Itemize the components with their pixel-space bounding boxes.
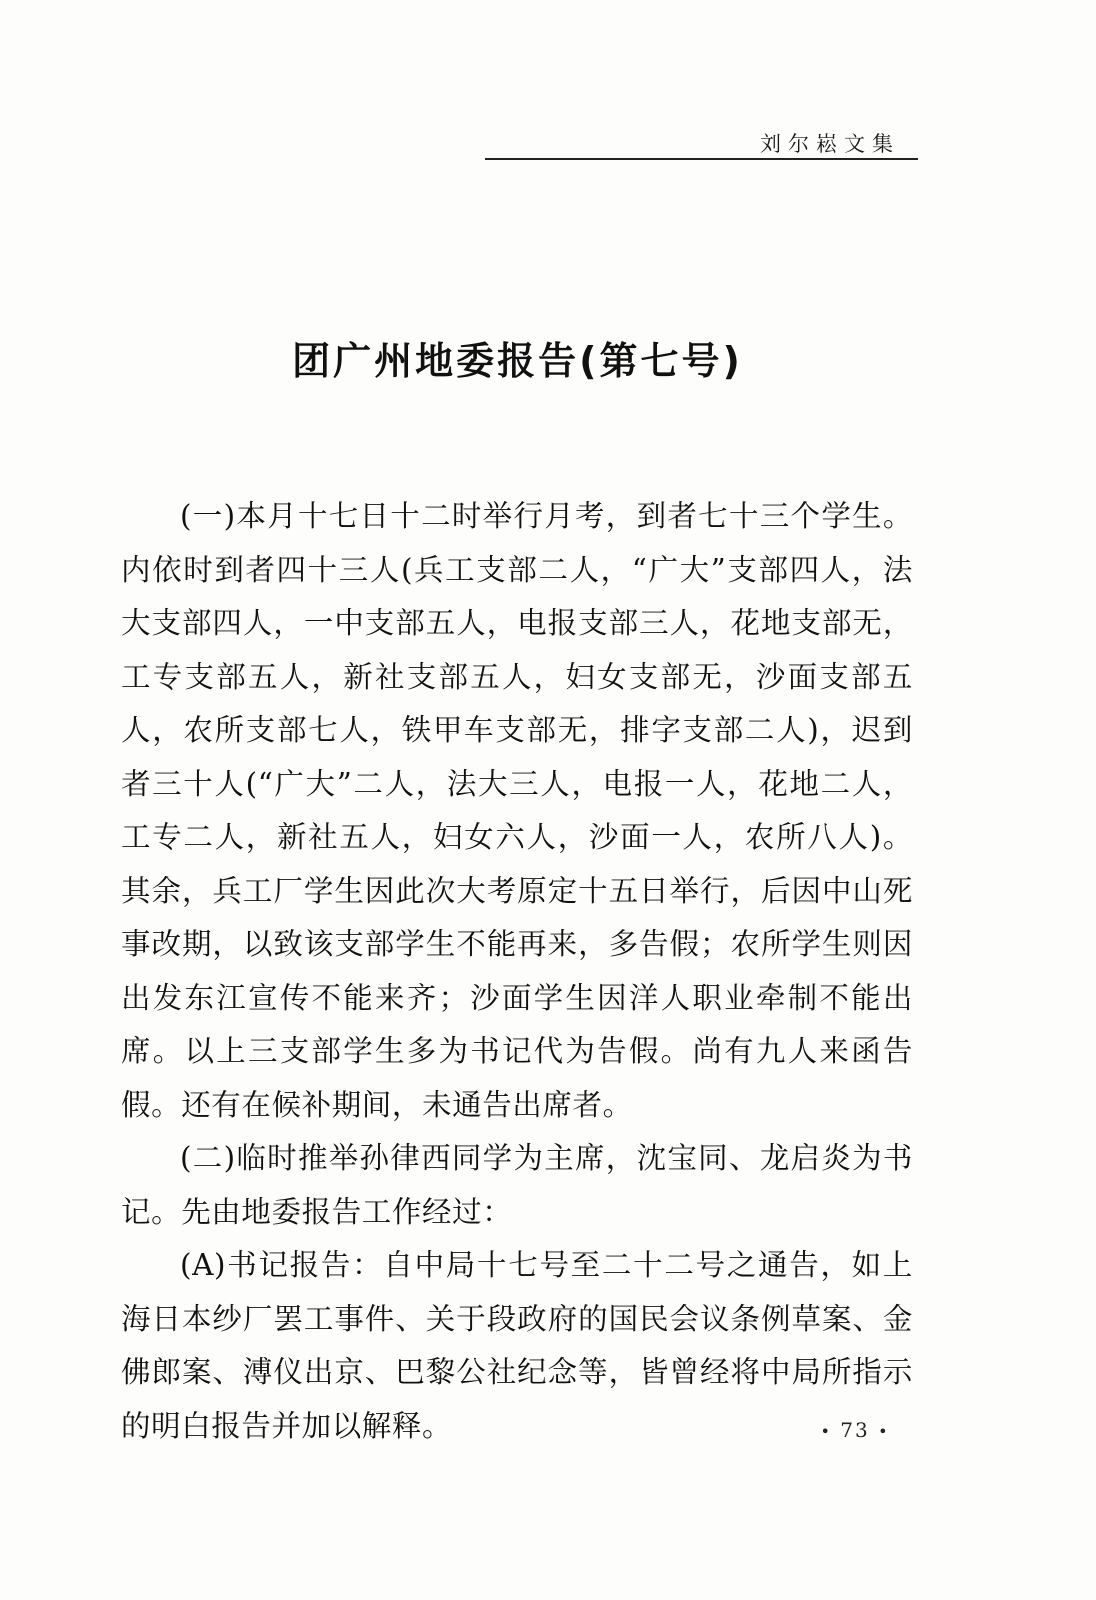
article-body: [121, 490, 913, 1453]
page-number: [800, 1418, 910, 1442]
bullet-left: •: [820, 1422, 832, 1441]
paragraph-2: (二)临时推举孙律西同学为主席，沈宝同、龙启炎为书记。先由地委报告工作经过：: [121, 1141, 913, 1229]
paragraph-3: (A)书记报告：自中局十七号至二十二号之通告，如上海日本纱厂罢工事件、关于段政府的国民会议条例草案、金佛郎案、溥仪出京、巴黎公社纪念等，皆曾经将中局所指示的明白报告并加以解释。: [121, 1248, 913, 1443]
article-title: 团广州地委报告(第七号): [292, 339, 743, 383]
header-rule: [485, 158, 918, 160]
bullet-right: •: [878, 1422, 890, 1441]
paragraph-1: (一)本月十七日十二时举行月考，到者七十三个学生。内依时到者四十三人(兵工支部二人，“广大”支部四人，法大支部四人，一中支部五人，电报支部三人，花地支部无，工专支部五人，新社支部五人，妇女支部无，沙面支部五人，农所支部七人，铁甲车支部无，排字支部二人)，迟到者三十人(“广大”二人，法大三人，电报一人，花地二人，工专二人，新社五人，妇女六人，沙面一人，农所八人)。其余，兵工厂学生因此次大考原定十五日举行，后因中山死事改期，以致该支部学生不能再来，多告假；农所学生则因出发东江宣传不能来齐；沙面学生因洋人职业牵制不能出席。以上三支部学生多为书记代为告假。尚有九人来函告假。还有在候补期间，未通告出席者。: [121, 499, 913, 1122]
page-number-value: 73: [840, 1418, 870, 1442]
running-header-title: 刘尔崧文集: [760, 132, 900, 156]
